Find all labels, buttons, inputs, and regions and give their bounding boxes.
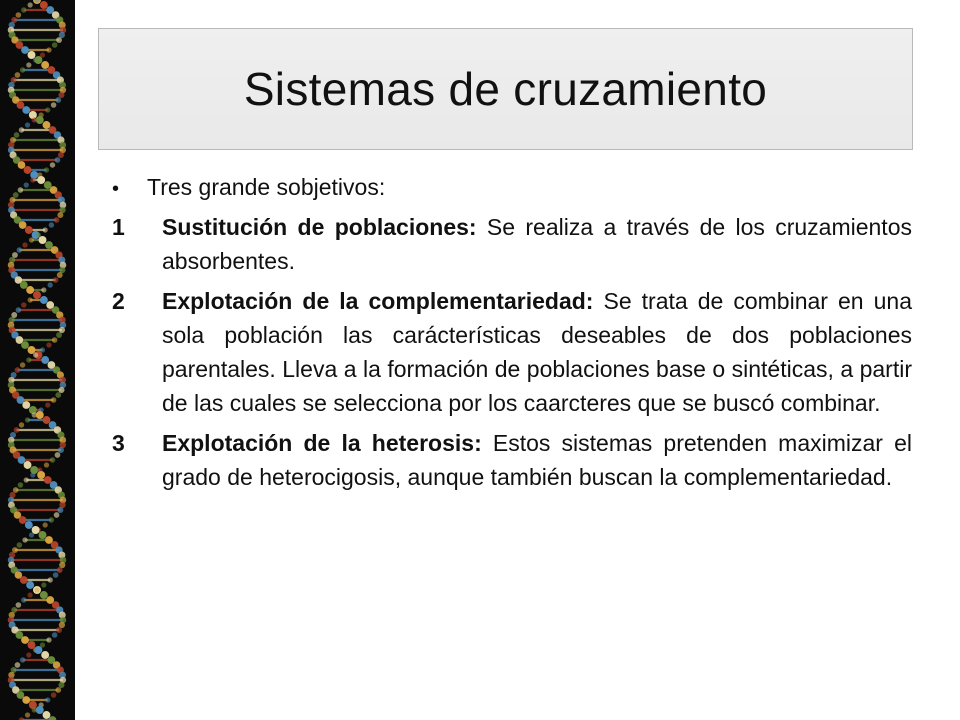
item-text [162, 284, 912, 420]
item-text [162, 210, 912, 278]
item-number: 1 [112, 214, 125, 240]
item-body: Se trata de combinar en una sola población las carácterísticas deseables de dos poblaciones parentales. Lleva a la formación de poblaciones base o sintéticas, a partir de las cuales se selecciona por los caarcteres que se buscó combinar. [162, 288, 912, 416]
numbered-item-1 [112, 210, 912, 278]
item-body: Estos sistemas pretenden maximizar el grado de heterocigosis, aunque también buscan la complementariedad. [162, 430, 912, 490]
item-number: 2 [112, 288, 125, 314]
bullet-dot-icon: • [112, 178, 120, 200]
numbered-item-3 [112, 426, 912, 494]
item-number: 3 [112, 430, 125, 456]
item-heading: Explotación de la heterosis: [162, 430, 482, 456]
numbered-item-2 [112, 284, 912, 420]
dna-helix-icon [0, 0, 75, 720]
title-box [98, 28, 913, 150]
item-body: Se realiza a través de los cruzamientos absorbentes. [162, 214, 912, 274]
slide-content [112, 170, 912, 500]
slide-title: Sistemas de cruzamiento [243, 63, 768, 115]
bullet-item [112, 170, 912, 206]
item-text [162, 426, 912, 494]
bullet-text: Tres grande sobjetivos: [147, 174, 386, 200]
item-heading: Sustitución de poblaciones: [162, 214, 477, 240]
item-heading: Explotación de la complementariedad: [162, 288, 594, 314]
